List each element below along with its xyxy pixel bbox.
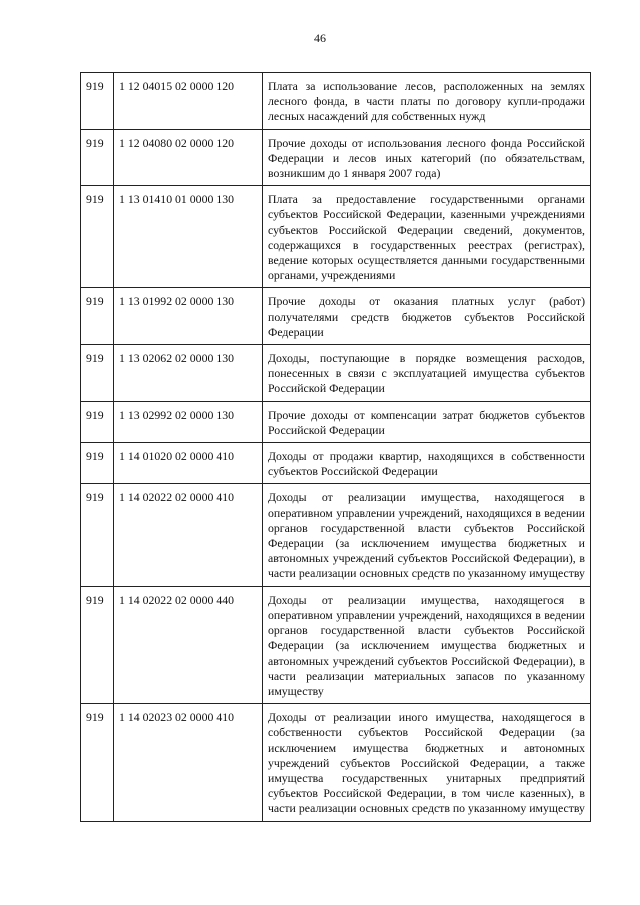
admin-code-cell: 919	[81, 288, 114, 345]
revenue-name-cell: Прочие доходы от компенсации затрат бюджетов субъектов Российской Федерации	[263, 401, 591, 442]
table-row	[81, 345, 591, 402]
admin-code-cell: 919	[81, 129, 114, 186]
revenue-name-cell: Доходы от продажи квартир, находящихся в собственности субъектов Российской Федерации	[263, 443, 591, 484]
budget-code-cell: 1 13 01992 02 0000 130	[114, 288, 263, 345]
table-row	[81, 401, 591, 442]
budget-code-cell: 1 13 01410 01 0000 130	[114, 186, 263, 288]
table-row	[81, 288, 591, 345]
table-row	[81, 704, 591, 821]
revenue-name-cell: Доходы от реализации иного имущества, находящегося в собственности субъектов Российской Федерации (за исключением имущества бюджетных и автономных учреждений субъектов Российской Федерации, а также имущества государственных унитарных предприятий субъектов Российской Федерации, в том числе казенных), в части реализации основных средств по указанному имуществу	[263, 704, 591, 821]
admin-code-cell: 919	[81, 586, 114, 703]
budget-code-cell: 1 13 02062 02 0000 130	[114, 345, 263, 402]
budget-code-cell: 1 12 04080 02 0000 120	[114, 129, 263, 186]
revenue-name-cell: Прочие доходы от использования лесного фонда Российской Федерации и лесов иных категорий (по обязательствам, возникшим до 1 января 2007 года)	[263, 129, 591, 186]
budget-code-cell: 1 12 04015 02 0000 120	[114, 73, 263, 130]
revenue-name-cell: Доходы от реализации имущества, находящегося в оперативном управлении учреждений, находящихся в ведении органов государственной власти субъектов Российской Федерации (за исключением имущества бюджетных и автономных учреждений субъектов Российской Федерации), в части реализации основных средств по указанному имуществу	[263, 484, 591, 586]
table-row	[81, 186, 591, 288]
admin-code-cell: 919	[81, 345, 114, 402]
admin-code-cell: 919	[81, 401, 114, 442]
revenue-name-cell: Доходы, поступающие в порядке возмещения расходов, понесенных в связи с эксплуатацией имущества субъектов Российской Федерации	[263, 345, 591, 402]
budget-code-cell: 1 14 01020 02 0000 410	[114, 443, 263, 484]
admin-code-cell: 919	[81, 73, 114, 130]
table-row	[81, 586, 591, 703]
admin-code-cell: 919	[81, 186, 114, 288]
admin-code-cell: 919	[81, 443, 114, 484]
table-row	[81, 443, 591, 484]
budget-code-cell: 1 14 02023 02 0000 410	[114, 704, 263, 821]
table-row	[81, 484, 591, 586]
page-number: 46	[314, 31, 326, 45]
revenue-name-cell: Прочие доходы от оказания платных услуг (работ) получателями средств бюджетов субъектов Российской Федерации	[263, 288, 591, 345]
revenue-name-cell: Плата за использование лесов, расположенных на землях лесного фонда, в части платы по договору купли-продажи лесных насаждений для собственных нужд	[263, 73, 591, 130]
revenue-codes-table	[80, 72, 591, 822]
budget-code-cell: 1 14 02022 02 0000 440	[114, 586, 263, 703]
admin-code-cell: 919	[81, 484, 114, 586]
budget-code-cell: 1 14 02022 02 0000 410	[114, 484, 263, 586]
table-row	[81, 73, 591, 130]
revenue-name-cell: Доходы от реализации имущества, находящегося в оперативном управлении учреждений, находящихся в ведении органов государственной власти субъектов Российской Федерации (за исключением имущества бюджетных и автономных учреждений субъектов Российской Федерации), в части реализации материальных запасов по указанному имуществу	[263, 586, 591, 703]
table-row	[81, 129, 591, 186]
budget-code-cell: 1 13 02992 02 0000 130	[114, 401, 263, 442]
admin-code-cell: 919	[81, 704, 114, 821]
revenue-name-cell: Плата за предоставление государственными органами субъектов Российской Федерации, казенными учреждениями субъектов Российской Федерации сведений, документов, содержащихся в государственных реестрах (регистрах), ведение которых осуществляется данными государственными органами, учреждениями	[263, 186, 591, 288]
